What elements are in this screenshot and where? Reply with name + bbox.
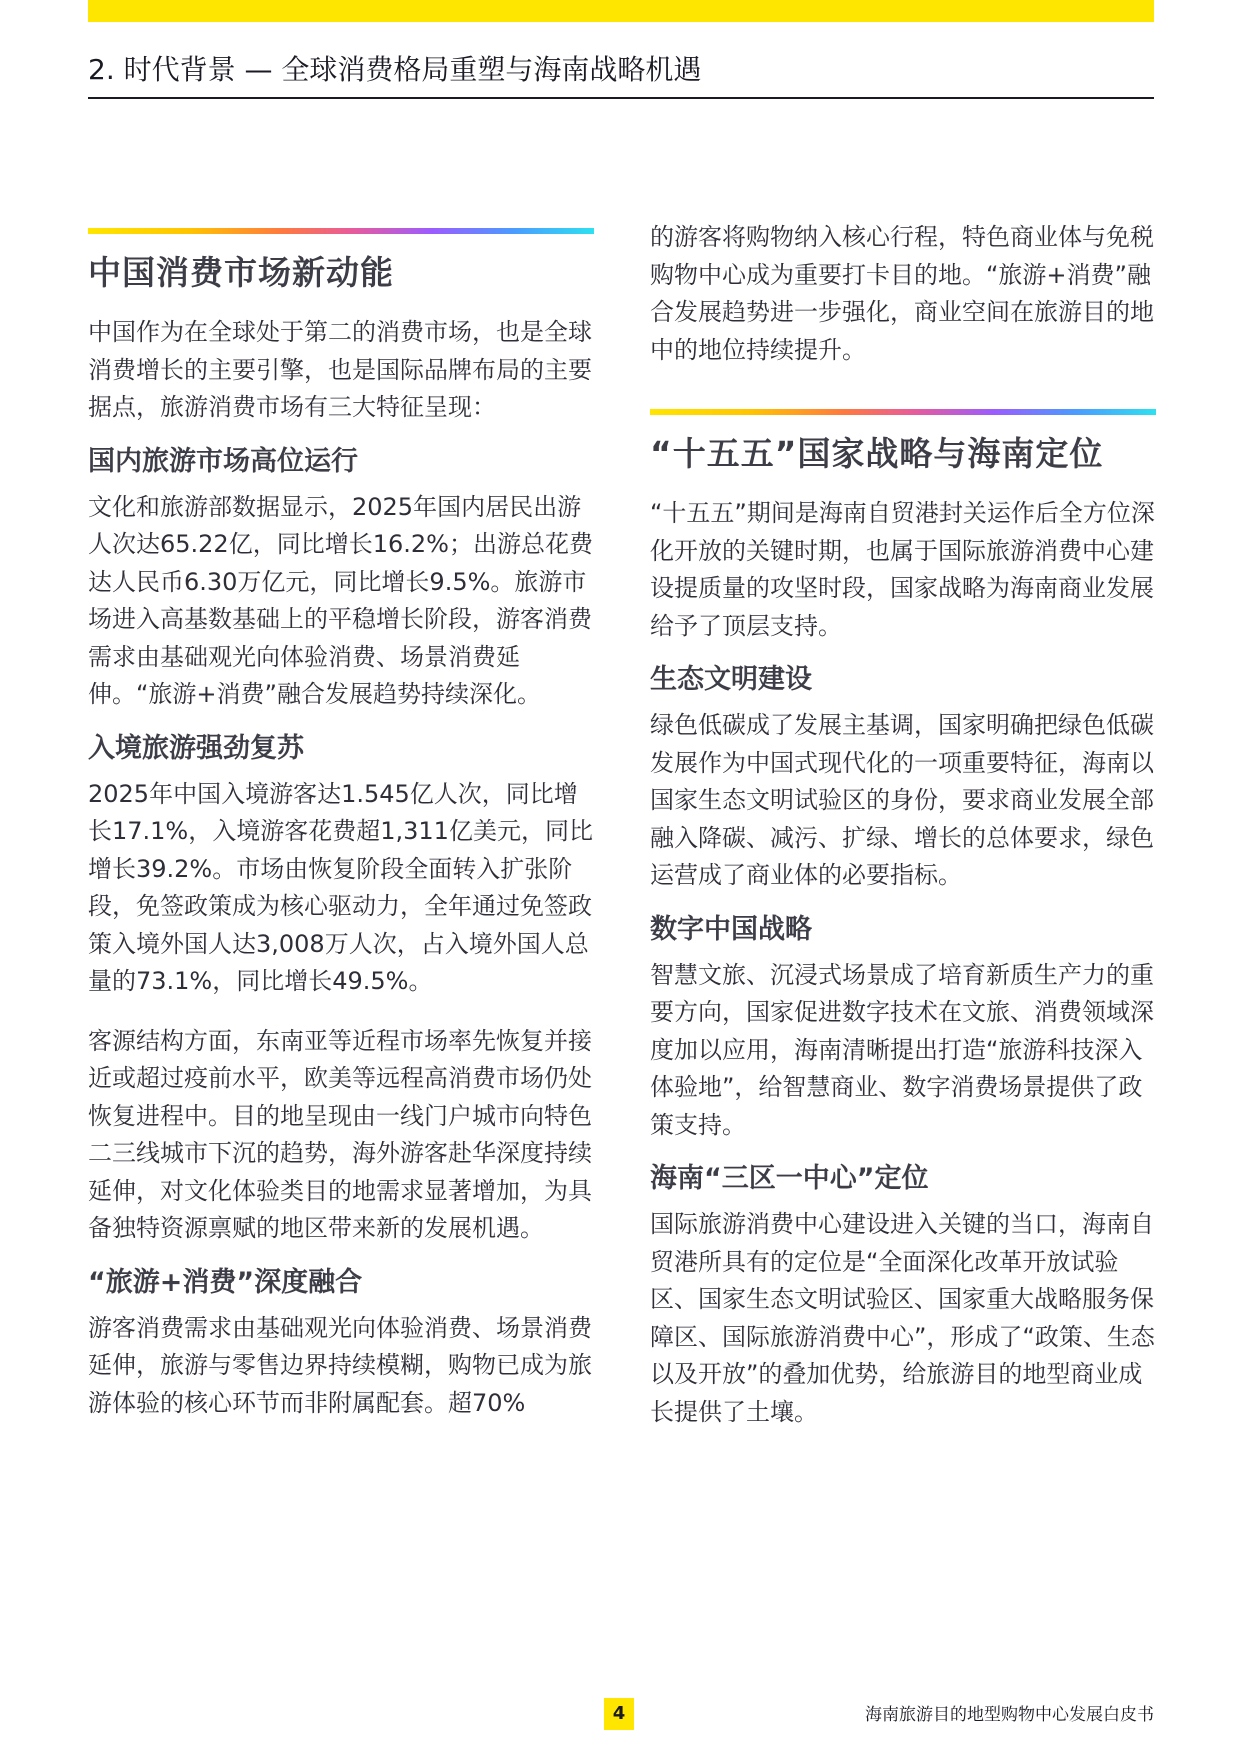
left-column — [88, 228, 594, 1422]
intro-paragraph: 中国作为在全球处于第二的消费市场，也是全球消费增长的主要引擎，也是国际品牌布局的主要据点，旅游消费市场有三大特征呈现： — [88, 318, 592, 421]
subheading-digital-china: 数字中国战略 — [650, 913, 812, 945]
paragraph-inbound-tourism: 2025年中国入境游客达1.545亿人次，同比增长17.1%，入境游客花费超1,311亿美元，同比增长39.2%。市场由恢复阶段全面转入扩张阶段，免签政策成为核心驱动力，全年通过免签政策入境外国人达3,008万人次，占入境外国人总量的73.1%，同比增长49.5%。 — [88, 779, 593, 995]
section-heading-national-strategy: “十五五”国家战略与海南定位 — [650, 434, 1104, 473]
top-accent-bar — [88, 0, 1154, 22]
subheading-domestic-tourism: 国内旅游市场高位运行 — [88, 445, 358, 477]
subheading-inbound-tourism: 入境旅游强劲复苏 — [88, 732, 304, 764]
gradient-divider — [650, 409, 1156, 415]
page-number: 4 — [604, 1698, 634, 1730]
paragraph-digital-china: 智慧文旅、沉浸式场景成了培育新质生产力的重要方向，国家促进数字技术在文旅、消费领域深度加以应用，海南清晰提出打造“旅游科技深入体验地”，给智慧商业、数字消费场景提供了政策支持。 — [650, 960, 1154, 1139]
paragraph-tourism-consumption: 游客消费需求由基础观光向体验消费、场景消费延伸，旅游与零售边界持续模糊，购物已成为旅游体验的核心环节而非附属配套。超70% — [88, 1313, 592, 1417]
header-rule — [88, 97, 1154, 99]
paragraph-ecological-civilization: 绿色低碳成了发展主基调，国家明确把绿色低碳发展作为中国式现代化的一项重要特征，海南以国家生态文明试验区的身份，要求商业发展全部融入降碳、减污、扩绿、增长的总体要求，绿色运营成了商业体的必要指标。 — [650, 711, 1154, 889]
paragraph-domestic-tourism: 文化和旅游部数据显示，2025年国内居民出游人次达65.22亿，同比增长16.2%；出游总花费达人民币6.30万亿元，同比增长9.5%。旅游市场进入高基数基础上的平稳增长阶段，游客消费需求由基础观光向体验消费、场景消费延伸。“旅游+消费”融合发展趋势持续深化。 — [88, 492, 593, 708]
gradient-divider — [88, 228, 594, 234]
paragraph-continuation: 的游客将购物纳入核心行程，特色商业体与免税购物中心成为重要打卡目的地。“旅游+消费”融合发展趋势进一步强化，商业空间在旅游目的地中的地位持续提升。 — [650, 223, 1154, 364]
paragraph-source-structure: 客源结构方面，东南亚等近程市场率先恢复并接近或超过疫前水平，欧美等远程高消费市场仍处恢复进程中。目的地呈现由一线门户城市向特色二三线城市下沉的趋势，海外游客赴华深度持续延伸，对文化体验类目的地需求显著增加，为具备独特资源禀赋的地区带来新的发展机遇。 — [88, 1026, 592, 1242]
subheading-hainan-positioning: 海南“三区一中心”定位 — [650, 1163, 929, 1194]
section-header: 2. 时代背景 — 全球消费格局重塑与海南战略机遇 — [88, 53, 702, 86]
paragraph-hainan-positioning: 国际旅游消费中心建设进入关键的当口，海南自贸港所具有的定位是“全面深化改革开放试验区、国家生态文明试验区、国家重大战略服务保障区、国际旅游消费中心”，形成了“政策、生态以及开放”的叠加优势，给旅游目的地型商业成长提供了土壤。 — [650, 1210, 1155, 1426]
section-heading-consumer-market: 中国消费市场新动能 — [88, 253, 394, 292]
footer-document-title: 海南旅游目的地型购物中心发展白皮书 — [865, 1705, 1154, 1725]
intro-paragraph-strategy: “十五五”期间是海南自贸港封关运作后全方位深化开放的关键时期，也属于国际旅游消费中心建设提质量的攻坚时段，国家战略为海南商业发展给予了顶层支持。 — [650, 499, 1155, 640]
right-column — [650, 219, 1156, 1431]
subheading-ecological-civilization: 生态文明建设 — [650, 664, 812, 695]
subheading-tourism-consumption: “旅游+消费”深度融合 — [88, 1266, 363, 1298]
